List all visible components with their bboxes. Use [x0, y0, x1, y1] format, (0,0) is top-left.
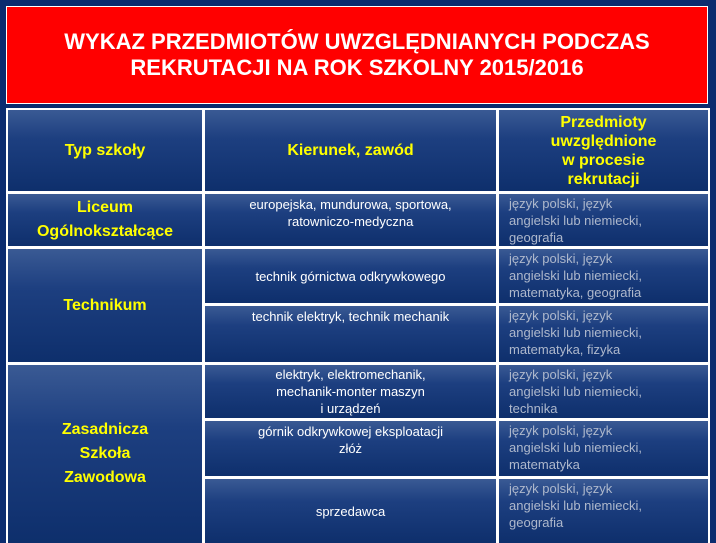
direction-zsz-1: elektryk, elektromechanik, mechanik-monter maszyn i urządzeń — [205, 365, 496, 418]
direction-technikum-2: technik elektryk, technik mechanik — [205, 306, 496, 362]
header-subjects-line: w procesie — [562, 151, 645, 169]
direction-zsz-3: sprzedawca — [205, 479, 496, 543]
header-direction-label: Kierunek, zawód — [287, 142, 414, 159]
school-type-liceum: Liceum Ogólnokształcące — [8, 194, 202, 246]
header-school-type — [8, 110, 202, 191]
subjects-zsz-3: język polski, język angielski lub niemiecki, geografia — [499, 479, 708, 543]
header-subjects-line: rekrutacji — [567, 170, 640, 188]
direction-liceum: europejska, mundurowa, sportowa, ratowniczo-medyczna — [205, 194, 496, 246]
subjects-technikum-1: język polski, język angielski lub niemiecki, matematyka, geografia — [499, 249, 708, 303]
subjects-zsz-2: język polski, język angielski lub niemiecki, matematyka — [499, 421, 708, 476]
title-line-2: REKRUTACJI NA ROK SZKOLNY 2015/2016 — [130, 55, 584, 80]
page-title — [6, 6, 708, 104]
subjects-zsz-1: język polski, język angielski lub niemiecki, technika — [499, 365, 708, 418]
header-direction — [205, 110, 496, 191]
subjects-liceum: język polski, język angielski lub niemiecki, geografia — [499, 194, 708, 246]
header-subjects-line: Przedmioty — [560, 113, 647, 131]
direction-technikum-1: technik górnictwa odkrywkowego — [205, 249, 496, 303]
school-type-technikum: Technikum — [8, 249, 202, 362]
subjects-technikum-2: język polski, język angielski lub niemiecki, matematyka, fizyka — [499, 306, 708, 362]
header-school-type-label: Typ szkoły — [64, 142, 146, 159]
subjects-table — [6, 108, 710, 543]
header-subjects-line: uwzględnione — [550, 132, 657, 150]
title-line-1: WYKAZ PRZEDMIOTÓW UWZGLĘDNIANYCH PODCZAS — [64, 29, 650, 54]
header-subjects — [499, 110, 708, 191]
school-type-zsz: Zasadnicza Szkoła Zawodowa — [8, 365, 202, 543]
direction-zsz-2: górnik odkrywkowej eksploatacji złóż — [205, 421, 496, 476]
